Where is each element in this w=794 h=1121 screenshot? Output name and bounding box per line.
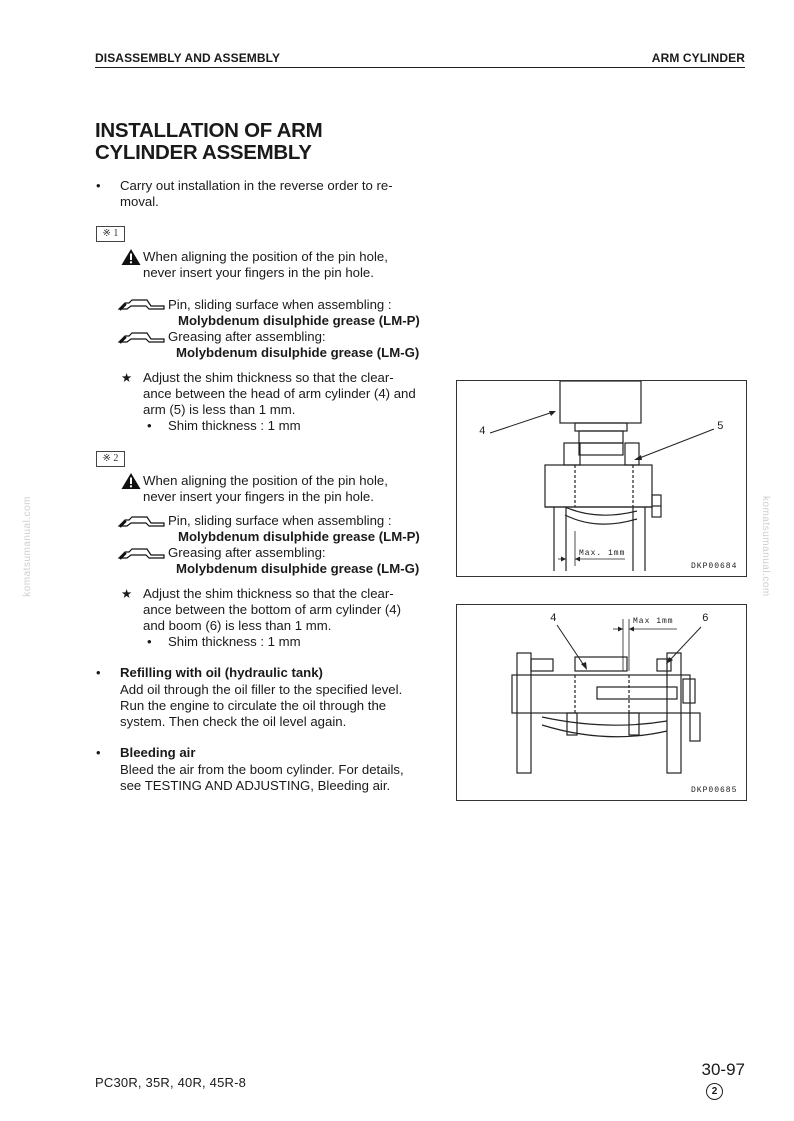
warning-triangle-icon [121, 472, 141, 490]
figure-1-dimension: Max. 1mm [579, 549, 626, 558]
intro-bullet: • [96, 178, 101, 193]
grease-gun-icon [118, 546, 166, 561]
step-2-shim-thickness: Shim thickness : 1 mm [168, 634, 301, 649]
step-1-sub-bullet: • [147, 418, 152, 433]
footer-revision-mark: 2 [706, 1083, 723, 1100]
figure-1 [456, 380, 747, 577]
bleed-line-1: Bleed the air from the boom cylinder. For details, [120, 762, 404, 777]
bleed-bullet: • [96, 745, 101, 760]
step-2-grease-1-material: Molybdenum disulphide grease (LM-P) [178, 529, 420, 544]
header-section-title: DISASSEMBLY AND ASSEMBLY [95, 51, 281, 65]
page-title [95, 120, 322, 164]
figure-2 [456, 604, 747, 801]
refill-bullet: • [96, 665, 101, 680]
bleed-line-2: see TESTING AND ADJUSTING, Bleeding air. [120, 778, 391, 793]
refill-line-3: system. Then check the oil level again. [120, 714, 347, 729]
intro-line-1: Carry out installation in the reverse order to re- [120, 178, 393, 193]
figure-1-label-4: 4 [479, 426, 486, 438]
warning-triangle-icon [121, 248, 141, 266]
step-2-grease-2-text: Greasing after assembling: [168, 545, 326, 560]
step-1-note-line-1: Adjust the shim thickness so that the clear- [143, 370, 394, 385]
footer-model-list: PC30R, 35R, 40R, 45R-8 [95, 1075, 247, 1090]
step-1-warning-line-1: When aligning the position of the pin hole, [143, 249, 388, 264]
step-1-grease-1-material: Molybdenum disulphide grease (LM-P) [178, 313, 420, 328]
step-2-note-line-2: ance between the bottom of arm cylinder (4) [143, 602, 402, 617]
step-1-shim-thickness: Shim thickness : 1 mm [168, 418, 301, 433]
step-2-note-line-1: Adjust the shim thickness so that the clear- [143, 586, 394, 601]
watermark-right: komatsumanual.com [760, 496, 771, 597]
grease-gun-icon [118, 297, 166, 312]
step-2-grease-2-material: Molybdenum disulphide grease (LM-G) [176, 561, 420, 576]
footer-page-number: 30-97 [701, 1060, 745, 1079]
refill-heading: Refilling with oil (hydraulic tank) [120, 665, 323, 680]
bleed-heading: Bleeding air [120, 745, 196, 760]
figure-1-caption: DKP00684 [691, 562, 738, 571]
step-2-reference: ※ 2 [96, 451, 125, 467]
step-2-note-line-3: and boom (6) is less than 1 mm. [143, 618, 332, 633]
step-1-note-line-2: ance between the head of arm cylinder (4) and [143, 386, 416, 401]
figure-1-drawing [457, 381, 746, 576]
figure-2-caption: DKP00685 [691, 786, 738, 795]
step-1-grease-2-material: Molybdenum disulphide grease (LM-G) [176, 345, 420, 360]
header-rule [95, 67, 745, 68]
watermark-left: komatsumanual.com [22, 496, 33, 597]
step-2-sub-bullet: • [147, 634, 152, 649]
step-2-warning-line-1: When aligning the position of the pin hole, [143, 473, 388, 488]
step-2-grease-1-text: Pin, sliding surface when assembling : [168, 513, 392, 528]
figure-1-label-5: 5 [717, 421, 724, 433]
header-chapter-title: ARM CYLINDER [651, 51, 745, 65]
step-1-grease-2-text: Greasing after assembling: [168, 329, 326, 344]
refill-line-2: Run the engine to circulate the oil through the [120, 698, 387, 713]
step-1-note-line-3: arm (5) is less than 1 mm. [143, 402, 296, 417]
step-1-warning-line-2: never insert your fingers in the pin hole. [143, 265, 374, 280]
intro-line-2: moval. [120, 194, 159, 209]
step-1-grease-1-text: Pin, sliding surface when assembling : [168, 297, 392, 312]
step-2-star-icon: ★ [121, 587, 133, 601]
page-title-line-2: CYLINDER ASSEMBLY [95, 141, 312, 164]
step-1-star-icon: ★ [121, 371, 133, 385]
grease-gun-icon [118, 514, 166, 529]
figure-2-label-6: 6 [702, 613, 709, 625]
figure-2-label-4: 4 [550, 613, 557, 625]
page-title-line-1: INSTALLATION OF ARM [95, 119, 323, 142]
figure-2-dimension: Max 1mm [633, 617, 674, 626]
figure-2-drawing [457, 605, 746, 800]
step-1-reference: ※ 1 [96, 226, 125, 242]
refill-line-1: Add oil through the oil filler to the specified level. [120, 682, 403, 697]
grease-gun-icon [118, 330, 166, 345]
step-2-warning-line-2: never insert your fingers in the pin hole. [143, 489, 374, 504]
